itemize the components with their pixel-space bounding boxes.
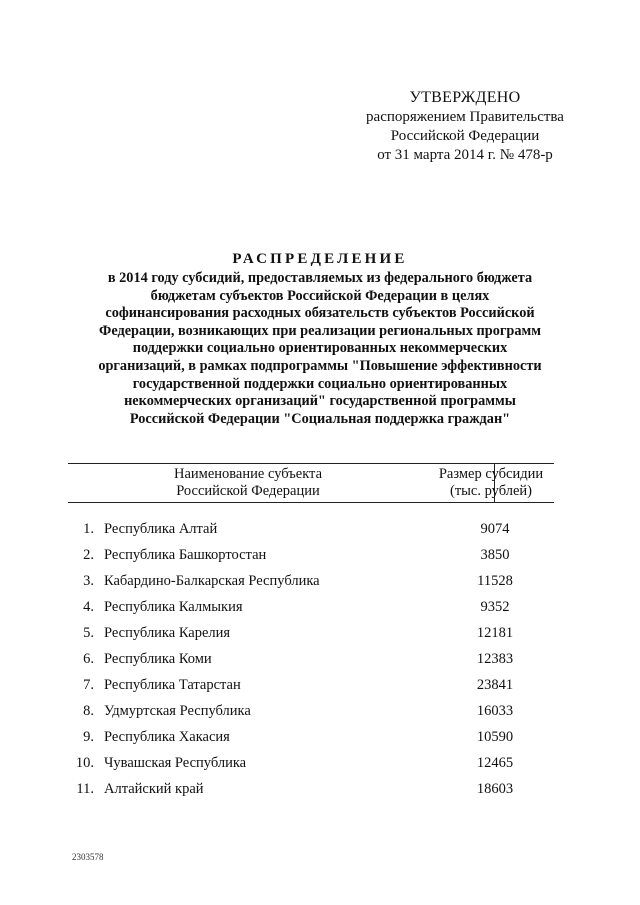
- row-subject-name: Удмуртская Республика: [104, 703, 251, 719]
- row-number: 1.: [83, 521, 94, 537]
- table-row: [0, 754, 640, 780]
- header-subsidy-amount: [428, 466, 554, 500]
- subtitle-line: некоммерческих организаций" государственной программы: [124, 393, 516, 410]
- row-subsidy-amount: 11528: [477, 573, 513, 589]
- row-number: 7.: [83, 677, 94, 693]
- table-header: [68, 463, 554, 503]
- table-row: [0, 624, 640, 650]
- row-subject-name: Республика Татарстан: [104, 677, 241, 693]
- document-code: 2303578: [72, 852, 104, 862]
- row-subsidy-amount: 12383: [476, 651, 514, 667]
- table-row: [0, 572, 640, 598]
- approval-stamp: УТВЕРЖДЕНО: [409, 89, 521, 106]
- approval-line-3: от 31 марта 2014 г. № 478-р: [377, 147, 553, 163]
- row-number: 4.: [83, 599, 94, 615]
- table-row: [0, 702, 640, 728]
- document-title: РАСПРЕДЕЛЕНИЕ: [232, 251, 408, 267]
- table-row: [0, 520, 640, 546]
- row-number: 8.: [83, 703, 94, 719]
- table-row: [0, 546, 640, 572]
- row-number: 10.: [75, 755, 94, 771]
- subtitle-line: бюджетам субъектов Российской Федерации в целях: [150, 287, 490, 304]
- row-subject-name: Чувашская Республика: [104, 755, 247, 771]
- approval-line-2: Российской Федерации: [390, 128, 540, 144]
- row-subsidy-amount: 9352: [480, 599, 510, 615]
- row-subsidy-amount: 10590: [476, 729, 514, 745]
- row-subject-name: Республика Алтай: [104, 521, 218, 537]
- header-amount-line-1: Размер субсидии: [438, 466, 544, 482]
- row-subsidy-amount: 12465: [476, 755, 514, 771]
- header-subject-name: [68, 466, 428, 500]
- subtitle-line: организаций, в рамках подпрограммы "Повышение эффективности: [98, 357, 542, 374]
- approval-line-1: распоряжением Правительства: [366, 109, 564, 125]
- subtitle-line: поддержки социально ориентированных некоммерческих: [132, 340, 508, 357]
- document-subtitle: [70, 270, 570, 428]
- row-subject-name: Алтайский край: [104, 781, 204, 797]
- header-subject-line-1: Наименование субъекта: [173, 466, 323, 482]
- header-amount-line-2: (тыс. рублей): [450, 483, 532, 499]
- row-subject-name: Республика Калмыкия: [104, 599, 243, 615]
- subtitle-line: Федерации, возникающих при реализации региональных программ: [99, 322, 541, 339]
- table-row: [0, 728, 640, 754]
- row-subsidy-amount: 3850: [480, 547, 510, 563]
- header-subject-line-2: Российской Федерации: [176, 483, 320, 499]
- row-subsidy-amount: 23841: [476, 677, 514, 693]
- row-subject-name: Республика Коми: [104, 651, 212, 667]
- row-number: 5.: [83, 625, 94, 641]
- table-row: [0, 676, 640, 702]
- row-subsidy-amount: 18603: [476, 781, 514, 797]
- table-row: [0, 598, 640, 624]
- row-subject-name: Республика Карелия: [104, 625, 231, 641]
- table-body: [0, 520, 640, 806]
- approval-block: [340, 88, 590, 165]
- row-number: 6.: [83, 651, 94, 667]
- subtitle-line: софинансирования расходных обязательств субъектов Российской: [105, 305, 535, 322]
- row-subsidy-amount: 9074: [480, 521, 510, 537]
- table-row: [0, 650, 640, 676]
- table-row: [0, 780, 640, 806]
- row-number: 11.: [76, 781, 94, 797]
- row-number: 3.: [83, 573, 94, 589]
- document-heading: [70, 249, 570, 428]
- row-subject-name: Республика Хакасия: [104, 729, 230, 745]
- row-subject-name: Кабардино-Балкарская Республика: [104, 573, 320, 589]
- row-number: 9.: [83, 729, 94, 745]
- subtitle-line: государственной поддержки социально ориентированных: [132, 375, 508, 392]
- row-subject-name: Республика Башкортостан: [104, 547, 267, 563]
- subtitle-line: в 2014 году субсидий, предоставляемых из федерального бюджета: [107, 270, 533, 286]
- subtitle-line: Российской Федерации "Социальная поддержка граждан": [129, 410, 511, 427]
- row-number: 2.: [83, 547, 94, 563]
- row-subsidy-amount: 12181: [476, 625, 514, 641]
- row-subsidy-amount: 16033: [476, 703, 514, 719]
